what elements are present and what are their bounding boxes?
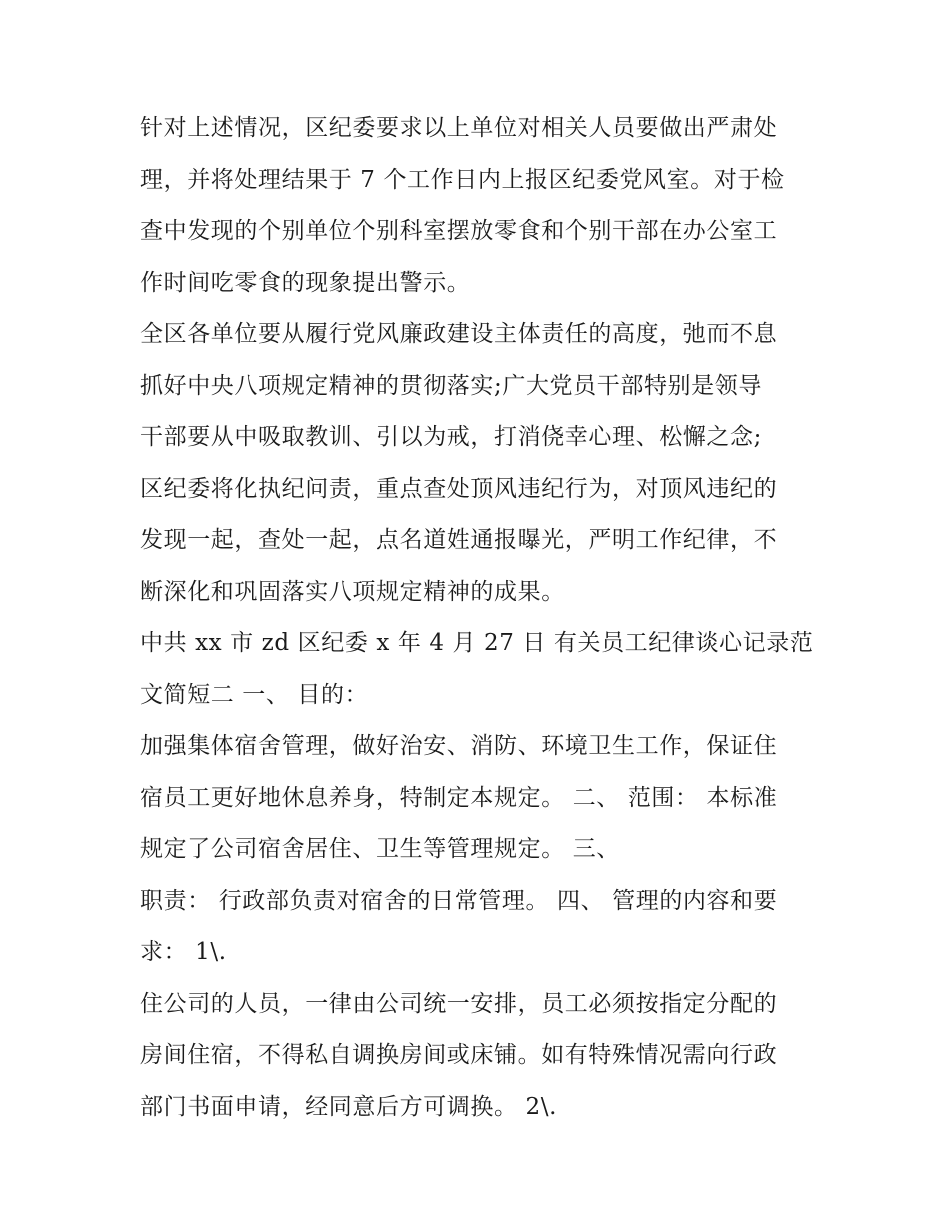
text-line: 区纪委将化执纪问责，重点查处顶风违纪行为，对顶风违纪的 xyxy=(140,475,778,502)
text-line: 加强集体宿舍管理，做好治安、消防、环境卫生工作，保证住 xyxy=(140,733,778,759)
paragraph-2 xyxy=(140,309,820,618)
text-line: 发现一起，查处一起，点名道姓通报曝光，严明工作纪律，不 xyxy=(140,527,778,553)
text-line: 房间住宿，不得私自调换房间或床铺。如有特殊情况需向行政 xyxy=(140,1042,778,1068)
text-line: 断深化和巩固落实八项规定精神的成果。 xyxy=(140,578,565,605)
paragraph-1 xyxy=(140,103,820,309)
text-line: 作时间吃零食的现象提出警示。 xyxy=(140,269,471,296)
text-line: 全区各单位要从履行党风廉政建设主体责任的高度，弛而不息 xyxy=(140,321,778,347)
text-line: 干部要从中吸取教训、引以为戒，打消侥幸心理、松懈之念; xyxy=(140,424,762,450)
text-line: 中共 xx 市 zd 区纪委 x 年 4 月 27 日 有关员工纪律谈心记录范 xyxy=(140,630,814,656)
text-line: 宿员工更好地休息养身，特制定本规定。 二、 范围： 本标准 xyxy=(140,784,778,811)
text-line: 住公司的人员，一律由公司统一安排，员工必须按指定分配的 xyxy=(140,990,778,1017)
text-line: 职责： 行政部负责对宿舍的日常管理。 四、 管理的内容和要 xyxy=(140,887,778,914)
text-line: 查中发现的个别单位个别科室摆放零食和个别干部在办公室工 xyxy=(140,218,778,244)
text-line: 部门书面申请，经同意后方可调换。 2\. xyxy=(140,1093,558,1120)
paragraph-3 xyxy=(140,618,820,721)
text-line: 理，并将处理结果于 7 个工作日内上报区纪委党风室。对于检 xyxy=(140,166,785,193)
paragraph-6 xyxy=(140,979,820,1134)
text-line: 针对上述情况，区纪委要求以上单位对相关人员要做出严肃处 xyxy=(140,115,778,141)
text-line: 文简短二 一、 目的： xyxy=(140,681,369,708)
text-line: 规定了公司宿舍居住、卫生等管理规定。 三、 xyxy=(140,836,620,862)
text-line: 抓好中央八项规定精神的贯彻落实;广大党员干部特别是领导 xyxy=(140,372,762,399)
paragraph-5 xyxy=(140,876,820,979)
paragraph-4 xyxy=(140,721,820,876)
document-body xyxy=(140,103,820,1133)
text-line: 求： 1\. xyxy=(140,939,227,965)
